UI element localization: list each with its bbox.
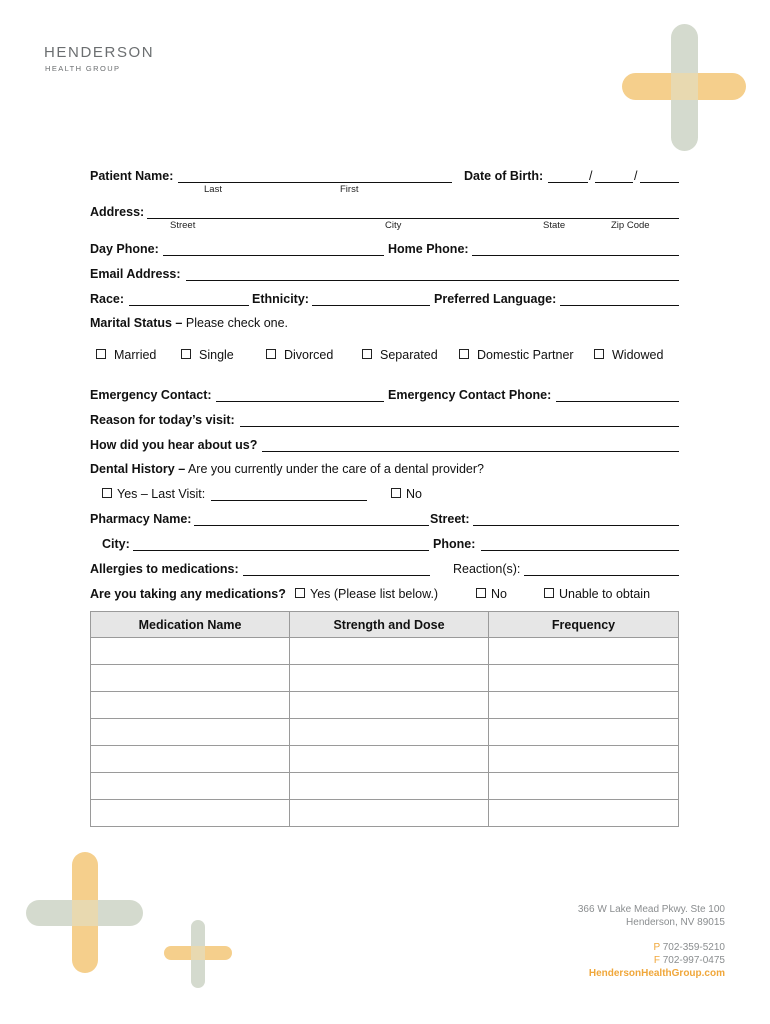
checkbox[interactable] bbox=[362, 349, 372, 359]
day-phone-field[interactable] bbox=[163, 241, 384, 256]
day-phone-label: Day Phone: bbox=[90, 242, 159, 256]
race-field[interactable] bbox=[129, 291, 249, 306]
marital-option-domestic-partner[interactable]: Domestic Partner bbox=[459, 348, 574, 362]
reactions-label: Reaction(s): bbox=[453, 562, 521, 576]
table-cell[interactable] bbox=[290, 719, 489, 746]
reason-label: Reason for today’s visit: bbox=[90, 413, 235, 427]
reactions-field[interactable] bbox=[524, 561, 679, 576]
last-name-caption: Last bbox=[204, 184, 222, 195]
marital-status-label: Marital Status – bbox=[90, 316, 183, 330]
first-name-caption: First bbox=[340, 184, 359, 195]
table-row bbox=[91, 692, 679, 719]
emergency-phone-label: Emergency Contact Phone: bbox=[388, 388, 552, 402]
footer-address-line-1: 366 W Lake Mead Pkwy. Ste 100 bbox=[577, 904, 725, 915]
medication-table bbox=[90, 611, 679, 827]
table-row bbox=[91, 800, 679, 827]
table-cell[interactable] bbox=[290, 746, 489, 773]
table-row bbox=[91, 665, 679, 692]
dental-history-label: Dental History – bbox=[90, 462, 186, 476]
dental-history-heading bbox=[90, 462, 484, 476]
table-cell[interactable] bbox=[290, 665, 489, 692]
table-cell[interactable] bbox=[91, 800, 290, 827]
marital-option-separated[interactable]: Separated bbox=[362, 348, 438, 362]
home-phone-label: Home Phone: bbox=[388, 242, 469, 256]
allergies-field[interactable] bbox=[243, 561, 430, 576]
checkbox[interactable] bbox=[544, 588, 554, 598]
table-cell[interactable] bbox=[91, 638, 290, 665]
referral-field[interactable] bbox=[262, 437, 679, 452]
marital-status-instruction: Please check one. bbox=[185, 316, 289, 330]
meds-yes-option[interactable]: Yes (Please list below.) bbox=[295, 587, 438, 601]
table-row bbox=[91, 773, 679, 800]
home-phone-field[interactable] bbox=[472, 241, 679, 256]
dob-slash-1: / bbox=[589, 169, 593, 183]
pharmacy-street-field[interactable] bbox=[473, 511, 679, 526]
meds-no-option[interactable]: No bbox=[476, 587, 507, 601]
table-cell[interactable] bbox=[91, 665, 290, 692]
table-cell[interactable] bbox=[91, 719, 290, 746]
pharmacy-city-label: City: bbox=[102, 537, 130, 551]
table-cell[interactable] bbox=[489, 773, 679, 800]
table-cell[interactable] bbox=[91, 773, 290, 800]
marital-option-married[interactable]: Married bbox=[96, 348, 156, 362]
referral-label: How did you hear about us? bbox=[90, 438, 258, 452]
zip-caption: Zip Code bbox=[611, 220, 650, 231]
checkbox[interactable] bbox=[102, 488, 112, 498]
dob-month-field[interactable] bbox=[548, 168, 588, 183]
street-caption: Street bbox=[170, 220, 196, 231]
table-cell[interactable] bbox=[91, 692, 290, 719]
emergency-contact-field[interactable] bbox=[216, 387, 384, 402]
table-row bbox=[91, 719, 679, 746]
checkbox[interactable] bbox=[476, 588, 486, 598]
medications-question: Are you taking any medications? bbox=[90, 587, 286, 601]
footer-website[interactable]: HendersonHealthGroup.com bbox=[588, 968, 725, 979]
fax-number: 702-997-0475 bbox=[662, 955, 725, 966]
footer-fax bbox=[654, 955, 725, 966]
pharmacy-name-field[interactable] bbox=[194, 511, 429, 526]
patient-name-field[interactable] bbox=[178, 168, 452, 183]
table-cell[interactable] bbox=[91, 746, 290, 773]
checkbox[interactable] bbox=[295, 588, 305, 598]
meds-unable-option[interactable]: Unable to obtain bbox=[544, 587, 650, 601]
patient-name-label: Patient Name: bbox=[90, 169, 174, 183]
checkbox[interactable] bbox=[266, 349, 276, 359]
reason-field[interactable] bbox=[240, 412, 679, 427]
checkbox[interactable] bbox=[96, 349, 106, 359]
pharmacy-street-label: Street: bbox=[430, 512, 470, 526]
frequency-header: Frequency bbox=[489, 612, 679, 638]
race-label: Race: bbox=[90, 292, 125, 306]
ethnicity-label: Ethnicity: bbox=[252, 292, 309, 306]
table-cell[interactable] bbox=[489, 665, 679, 692]
footer-address-line-2: Henderson, NV 89015 bbox=[626, 917, 725, 928]
table-cell[interactable] bbox=[290, 800, 489, 827]
checkbox[interactable] bbox=[181, 349, 191, 359]
checkbox[interactable] bbox=[459, 349, 469, 359]
email-field[interactable] bbox=[186, 266, 679, 281]
language-field[interactable] bbox=[560, 291, 679, 306]
last-visit-field[interactable] bbox=[211, 486, 367, 501]
address-label: Address: bbox=[90, 205, 145, 219]
marital-option-divorced[interactable]: Divorced bbox=[266, 348, 333, 362]
checkbox[interactable] bbox=[594, 349, 604, 359]
marital-option-single[interactable]: Single bbox=[181, 348, 234, 362]
table-cell[interactable] bbox=[489, 719, 679, 746]
pharmacy-phone-label: Phone: bbox=[433, 537, 476, 551]
phone-prefix: P bbox=[653, 942, 660, 953]
city-caption: City bbox=[385, 220, 402, 231]
table-cell[interactable] bbox=[290, 638, 489, 665]
table-cell[interactable] bbox=[290, 692, 489, 719]
pharmacy-city-field[interactable] bbox=[133, 536, 429, 551]
medication-name-header: Medication Name bbox=[91, 612, 290, 638]
table-cell[interactable] bbox=[290, 773, 489, 800]
logo-tagline: HEALTH GROUP bbox=[45, 64, 121, 73]
dental-no-option[interactable]: No bbox=[391, 487, 422, 501]
phone-number: 702-359-5210 bbox=[662, 942, 725, 953]
logo-name: HENDERSON bbox=[44, 44, 155, 61]
table-cell[interactable] bbox=[489, 800, 679, 827]
dob-day-field[interactable] bbox=[595, 168, 633, 183]
dob-label: Date of Birth: bbox=[464, 169, 544, 183]
table-cell[interactable] bbox=[489, 746, 679, 773]
footer-phone bbox=[653, 942, 725, 953]
emergency-contact-label: Emergency Contact: bbox=[90, 388, 212, 402]
table-cell[interactable] bbox=[489, 638, 679, 665]
emergency-phone-field[interactable] bbox=[556, 387, 679, 402]
pharmacy-phone-field[interactable] bbox=[481, 536, 679, 551]
dental-history-question: Are you currently under the care of a dental provider? bbox=[187, 462, 484, 476]
dental-yes-option[interactable]: Yes – Last Visit: bbox=[102, 487, 205, 501]
marital-status-heading bbox=[90, 316, 288, 330]
table-header-row bbox=[91, 612, 679, 638]
table-row bbox=[91, 638, 679, 665]
email-label: Email Address: bbox=[90, 267, 181, 281]
allergies-label: Allergies to medications: bbox=[90, 562, 239, 576]
dob-year-field[interactable] bbox=[640, 168, 679, 183]
dob-slash-2: / bbox=[634, 169, 638, 183]
language-label: Preferred Language: bbox=[434, 292, 557, 306]
address-field[interactable] bbox=[147, 204, 679, 219]
table-row bbox=[91, 746, 679, 773]
fax-prefix: F bbox=[653, 955, 660, 966]
marital-option-widowed[interactable]: Widowed bbox=[594, 348, 663, 362]
state-caption: State bbox=[543, 220, 566, 231]
ethnicity-field[interactable] bbox=[312, 291, 430, 306]
table-cell[interactable] bbox=[489, 692, 679, 719]
strength-dose-header: Strength and Dose bbox=[290, 612, 489, 638]
pharmacy-name-label: Pharmacy Name: bbox=[90, 512, 192, 526]
checkbox[interactable] bbox=[391, 488, 401, 498]
